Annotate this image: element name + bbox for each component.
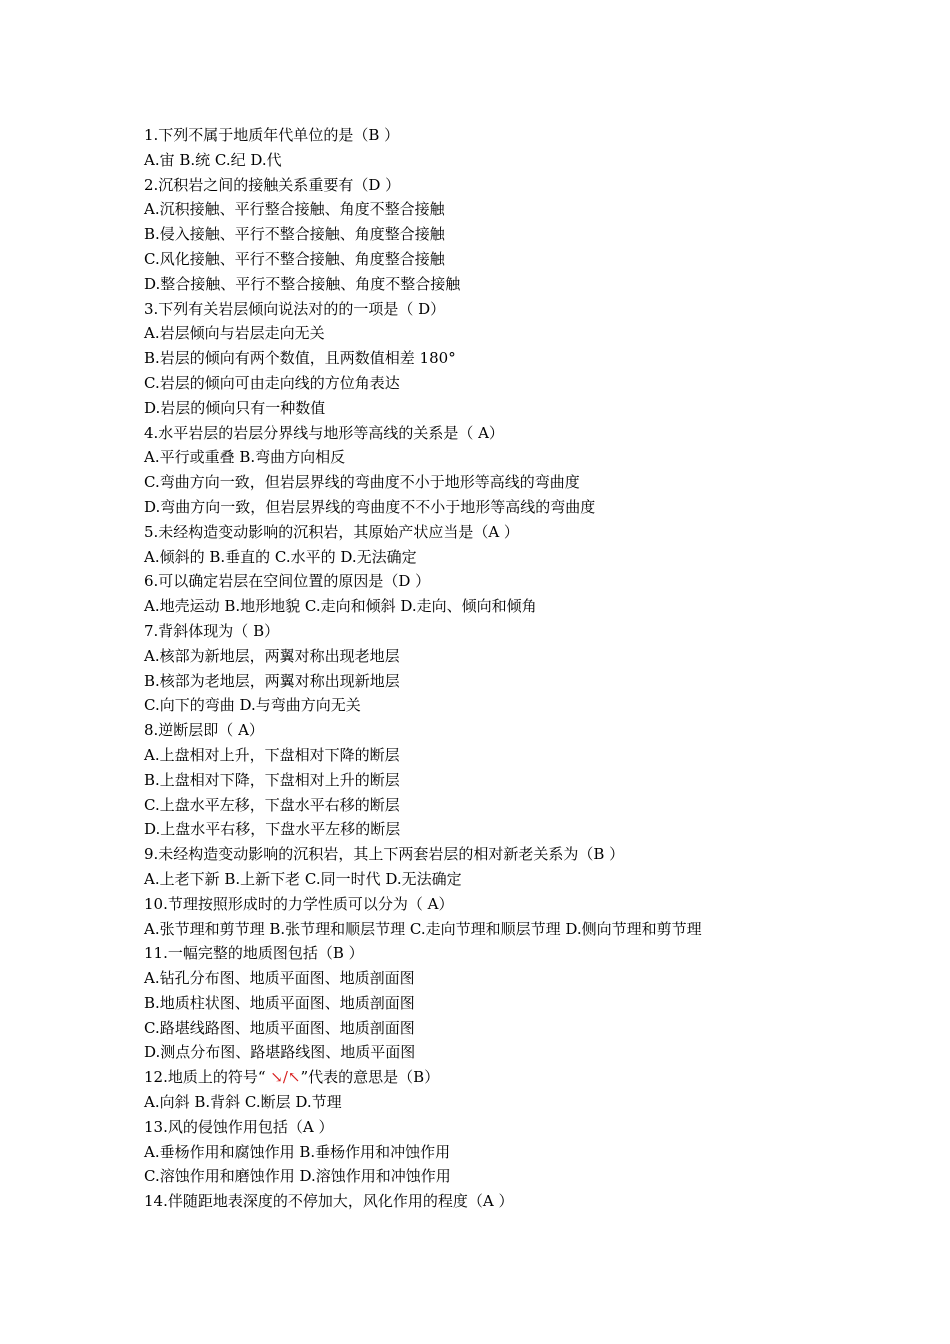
text-line: 7.背斜体现为（ B） — [144, 621, 280, 640]
text-line: B.地质柱状图、地质平面图、地质剖面图 — [144, 993, 415, 1012]
text-line: B.岩层的倾向有两个数值，且两数值相差 180° — [144, 349, 456, 368]
text-line: A.倾斜的 B.垂直的 C.水平的 D.无法确定 — [144, 547, 417, 566]
text-line: 13.风的侵蚀作用包括（A ） — [144, 1117, 334, 1136]
text-line: 9.未经构造变动影响的沉积岩，其上下两套岩层的相对新老关系为（B ） — [144, 845, 625, 864]
text-line: A.向斜 B.背斜 C.断层 D.节理 — [144, 1093, 342, 1112]
text-line: C.风化接触、平行不整合接触、角度整合接触 — [144, 249, 445, 268]
text-line: A.垂杨作用和腐蚀作用 B.垂杨作用和冲蚀作用 — [144, 1142, 451, 1161]
text-line: A.上老下新 B.上新下老 C.同一时代 D.无法确定 — [144, 869, 462, 888]
text-line: C.弯曲方向一致，但岩层界线的弯曲度不小于地形等高线的弯曲度 — [144, 473, 580, 492]
text-line: A.钻孔分布图、地质平面图、地质剖面图 — [144, 969, 415, 988]
question-12-suffix: ”代表的意思是（B） — [300, 1068, 440, 1087]
text-line: C.溶蚀作用和磨蚀作用 D.溶蚀作用和冲蚀作用 — [144, 1167, 451, 1186]
text-line: D.岩层的倾向只有一种数值 — [144, 398, 326, 417]
text-line: 3.下列有关岩层倾向说法对的的一项是（ D） — [144, 299, 446, 318]
text-line: D.测点分布图、路堪路线图、地质平面图 — [144, 1043, 416, 1062]
text-line: C.向下的弯曲 D.与弯曲方向无关 — [144, 696, 361, 715]
question-list — [144, 123, 904, 1214]
text-line: 11.一幅完整的地质图包括（B ） — [144, 944, 364, 963]
text-line: D.弯曲方向一致，但岩层界线的弯曲度不不小于地形等高线的弯曲度 — [144, 497, 596, 516]
text-line: 2.沉积岩之间的接触关系重要有（D ） — [144, 175, 401, 194]
text-line: D.上盘水平右移，下盘水平左移的断层 — [144, 820, 401, 839]
text-line: 6.可以确定岩层在空间位置的原因是（D ） — [144, 572, 431, 591]
text-line: A.岩层倾向与岩层走向无关 — [144, 324, 325, 343]
text-line: B.上盘相对下降，下盘相对上升的断层 — [144, 770, 400, 789]
text-line: D.整合接触、平行不整合接触、角度不整合接触 — [144, 274, 461, 293]
question-12-prefix: 12.地质上的符号“ — [144, 1068, 271, 1087]
text-line: A.上盘相对上升，下盘相对下降的断层 — [144, 745, 400, 764]
text-line: 4.水平岩层的岩层分界线与地形等高线的关系是（ A） — [144, 423, 504, 442]
text-line: A.平行或重叠 B.弯曲方向相反 — [144, 448, 346, 467]
text-line: C.上盘水平左移，下盘水平右移的断层 — [144, 795, 400, 814]
text-line: 14.伴随距地表深度的不停加大，风化作用的程度（A ） — [144, 1192, 514, 1211]
fault-symbol-icon: ↘/↖ — [270, 1068, 301, 1087]
text-line: A.张节理和剪节理 B.张节理和顺层节理 C.走向节理和顺层节理 D.侧向节理和剪节理 — [144, 919, 702, 938]
text-line: C.岩层的倾向可由走向线的方位角表达 — [144, 373, 400, 392]
text-line: 5.未经构造变动影响的沉积岩，其原始产状应当是（A ） — [144, 522, 519, 541]
text-line: A.核部为新地层，两翼对称出现老地层 — [144, 646, 400, 665]
text-line: A.地壳运动 B.地形地貌 C.走向和倾斜 D.走向、倾向和倾角 — [144, 597, 537, 616]
text-line: A.沉积接触、平行整合接触、角度不整合接触 — [144, 200, 445, 219]
question-12-line — [144, 1065, 904, 1090]
text-line: A.宙 B.统 C.纪 D.代 — [144, 150, 282, 169]
text-line: B.侵入接触、平行不整合接触、角度整合接触 — [144, 225, 445, 244]
text-line: 8.逆断层即（ A） — [144, 721, 264, 740]
text-line: C.路堪线路图、地质平面图、地质剖面图 — [144, 1018, 415, 1037]
text-line: 10.节理按照形成时的力学性质可以分为（ A） — [144, 894, 454, 913]
text-line: B.核部为老地层，两翼对称出现新地层 — [144, 671, 400, 690]
text-line: 1.下列不属于地质年代单位的是（B ） — [144, 126, 400, 144]
